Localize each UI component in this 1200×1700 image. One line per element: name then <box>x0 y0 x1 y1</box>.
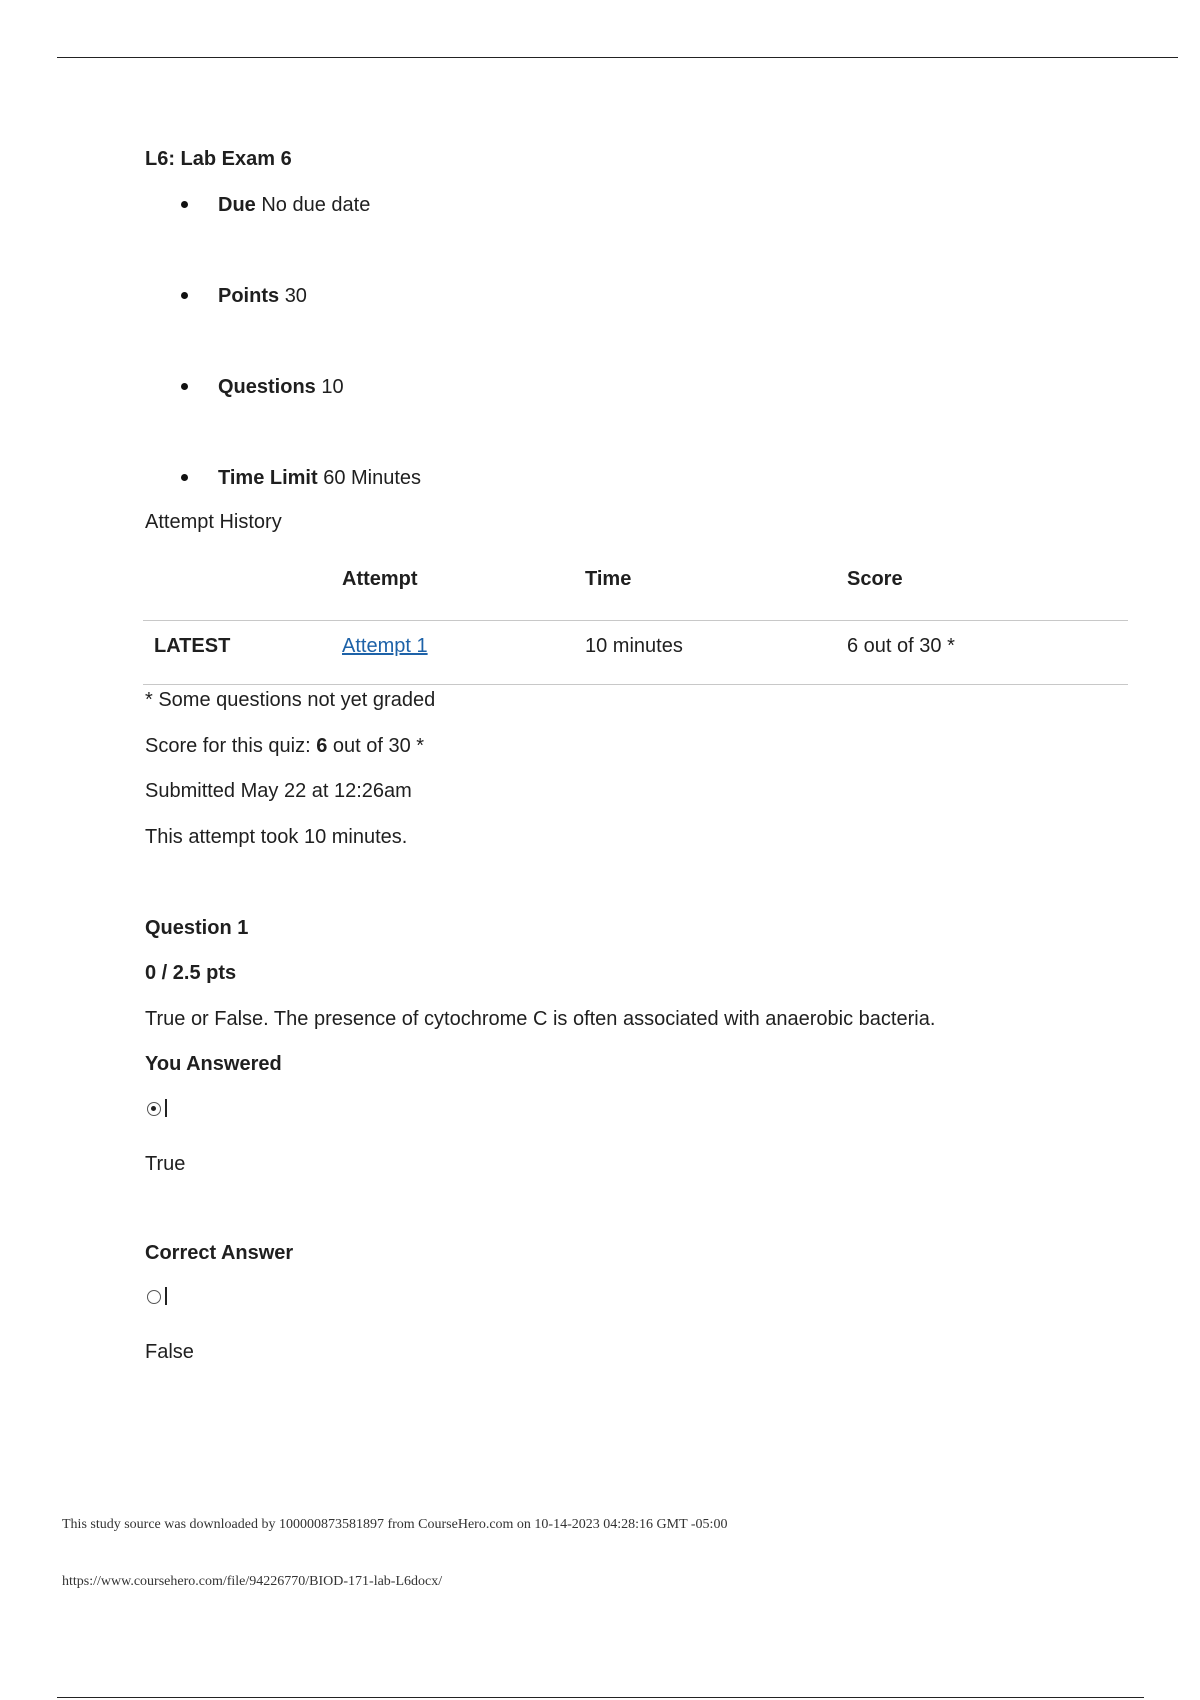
grading-footnote: * Some questions not yet graded <box>145 689 436 711</box>
duration-line: This attempt took 10 minutes. <box>145 826 408 848</box>
you-answered-label: You Answered <box>145 1053 282 1075</box>
attempt-time: 10 minutes <box>585 635 683 657</box>
correct-answer-label: Correct Answer <box>145 1242 294 1264</box>
detail-value: No due date <box>261 194 371 216</box>
top-rule <box>57 57 1178 58</box>
score-value: 6 <box>316 735 328 757</box>
bullet-icon <box>181 292 188 299</box>
score-suffix: out of 30 * <box>327 735 425 757</box>
bottom-rule <box>57 1697 1144 1698</box>
detail-value: 30 <box>284 285 307 307</box>
submitted-line: Submitted May 22 at 12:26am <box>145 780 412 802</box>
quiz-title: L6: Lab Exam 6 <box>145 148 292 170</box>
question-points: 0 / 2.5 pts <box>145 962 237 984</box>
detail-label: Points <box>218 285 280 307</box>
table-header-divider <box>143 620 1128 621</box>
bullet-icon <box>181 201 188 208</box>
detail-due <box>181 193 370 217</box>
source-watermark: This study source was downloaded by 100000873581897 from CourseHero.com on 10-14-2023 04:28:16 GMT -05:00 <box>62 1517 728 1532</box>
col-header-score: Score <box>847 568 903 590</box>
detail-label: Questions <box>218 376 316 398</box>
selected-radio-icon <box>147 1102 161 1116</box>
radio-bar-icon <box>165 1099 167 1117</box>
you-answered-value: True <box>145 1153 186 1175</box>
latest-tag: LATEST <box>154 635 231 657</box>
question-text: True or False. The presence of cytochrome C is often associated with anaerobic bacteria. <box>145 1008 936 1030</box>
detail-time-limit <box>181 466 421 490</box>
unselected-radio-icon <box>147 1290 161 1304</box>
detail-label: Time Limit <box>218 467 318 489</box>
bullet-icon <box>181 474 188 481</box>
attempt-1-link[interactable]: Attempt 1 <box>342 635 428 657</box>
question-title: Question 1 <box>145 917 249 939</box>
quiz-score-line <box>145 734 424 758</box>
detail-points <box>181 284 307 308</box>
attempt-score: 6 out of 30 * <box>847 635 955 657</box>
detail-questions <box>181 375 344 399</box>
source-url: https://www.coursehero.com/file/94226770/BIOD-171-lab-L6docx/ <box>62 1574 443 1589</box>
col-header-attempt: Attempt <box>342 568 418 590</box>
correct-answer-value: False <box>145 1341 194 1363</box>
radio-bar-icon <box>165 1287 167 1305</box>
col-header-time: Time <box>585 568 632 590</box>
detail-label: Due <box>218 194 256 216</box>
detail-value: 60 Minutes <box>323 467 422 489</box>
bullet-icon <box>181 383 188 390</box>
attempt-history-heading: Attempt History <box>145 511 282 533</box>
detail-value: 10 <box>321 376 344 398</box>
score-prefix: Score for this quiz: <box>145 735 317 757</box>
table-row-divider <box>143 684 1128 685</box>
